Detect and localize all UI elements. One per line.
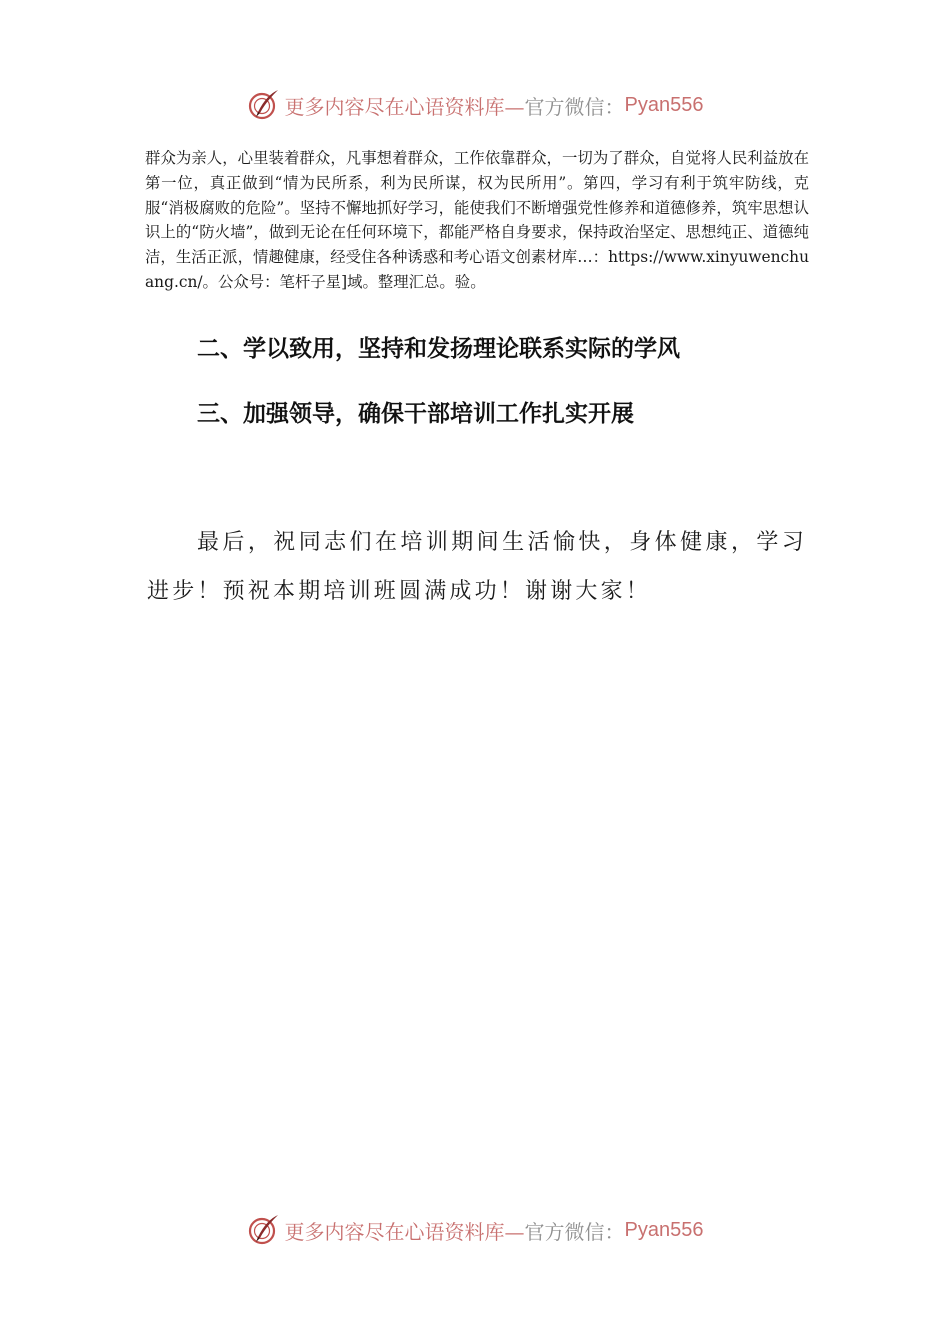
section-heading-three: 三、加强领导，确保干部培训工作扎实开展 bbox=[197, 401, 634, 427]
body-paragraph: 群众为亲人，心里装着群众，凡事想着群众，工作依靠群众，一切为了群众，自觉将人民利益放在第一位，真正做到“情为民所系，利为民所谋，权为民所用”。第四，学习有利于筑牢防线，克服“消极腐败的危险”。坚持不懈地抓好学习，能使我们不断增强党性修养和道德修养，筑牢思想认识上的“防火墙”，做到无论在任何环境下，都能严格自身要求，保持政治坚定、思想纯正、道德纯洁，生活正派，情趣健康，经受住各种诱惑和考心语文创素材库…：https://www.xinyuwenchuang.cn/。公众号：笔杆子星]域。整理汇总。验。 bbox=[145, 149, 809, 291]
header-watermark-banner bbox=[0, 85, 950, 125]
quill-pen-seal-icon bbox=[247, 1213, 281, 1247]
closing-paragraph: 最后，祝同志们在培训期间生活愉快，身体健康，学习进步！预祝本期培训班圆满成功！谢谢大家！ bbox=[147, 530, 807, 604]
footer-watermark-banner bbox=[0, 1210, 950, 1250]
section-heading-two: 二、学以致用，坚持和发扬理论联系实际的学风 bbox=[197, 336, 680, 362]
watermark-slogan: 更多内容尽在心语资料库— bbox=[284, 94, 525, 119]
watermark-wechat-label: 官方微信： bbox=[524, 1219, 625, 1244]
watermark-wechat-label: 官方微信： bbox=[524, 94, 625, 119]
watermark-slogan: 更多内容尽在心语资料库— bbox=[284, 1219, 525, 1244]
quill-pen-seal-icon bbox=[247, 88, 281, 122]
watermark-wechat-id: Pyan556 bbox=[624, 1218, 704, 1241]
watermark-wechat-id: Pyan556 bbox=[624, 93, 704, 116]
